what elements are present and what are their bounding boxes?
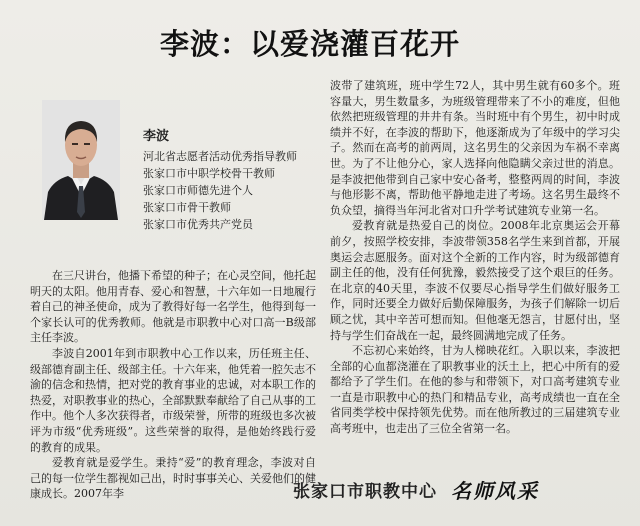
- bio-line: 张家口市优秀共产党员: [143, 218, 253, 231]
- paragraph: 不忘初心来始终，甘为人梯映花红。入职以来，李波把全部的心血都浇灌在了职教事业的沃土上，把心中所有的爱都给予了学生们。在他的参与和带领下，对口高考建筑专业一直是市职教中心的热门和精品专业，高考成绩也一直在全省同类学校中保持领先优势。而在他所教过的三届建筑专业高考班中，也走出了三位全省第一名。: [330, 344, 620, 436]
- paragraph: 爱教育就是爱学生。秉持“爱”的教育理念，李波对自己的每一位学生都视如己出，时时事事关心、关爱他们的健康成长。2007年李: [30, 456, 316, 501]
- banner-organization: 张家口市职教中心: [293, 481, 437, 502]
- left-column: [30, 268, 316, 502]
- banner-column-title: 名师风采: [451, 478, 539, 503]
- bio-block: [143, 125, 323, 233]
- bio-line: 张家口市骨干教师: [143, 201, 231, 214]
- bio-line: 张家口市师德先进个人: [143, 184, 253, 197]
- bio-line: 河北省志愿者活动优秀指导教师: [143, 150, 297, 163]
- column-banner: [293, 476, 613, 502]
- right-column: [330, 78, 620, 437]
- bio-name: 李波: [143, 129, 170, 144]
- portrait-photo: [42, 100, 120, 220]
- paragraph: 在三尺讲台，他播下希望的种子；在心灵空间，他托起明天的太阳。他用青春、爱心和智慧，十六年如一日地履行着自己的神圣使命，成为了教得好每一名学生，他得到每一个家长认可的优秀教师。他就是市职教中心对口高一B级部主任李波。: [30, 269, 316, 345]
- paragraph: 李波自2001年到市职教中心工作以来，历任班主任、级部德育副主任、级部主任。十六年来，他凭着一腔矢志不渝的信念和热情，把对党的教育事业的忠诚，对本职工作的热爱，对职教事业的热心，全部默默奉献给了自己从事的工作中。他个人多次获得者，市级荣誉，所带的班级也多次被评为市级“优秀班级”。这些荣誉的取得，是他始终践行爱的教育的成果。: [30, 346, 316, 454]
- article-title: 李波：以爱浇灌百花开: [159, 27, 460, 61]
- bio-line: 张家口市中职学校骨干教师: [143, 167, 275, 180]
- paragraph: 波带了建筑班，班中学生72人，其中男生就有60多个。班容量大，男生数量多，为班级管理带来了不小的难度，但他依然把班级管理的井井有条。当时班中有个男生，初中时成绩并不好，在李波的帮助下，他逐渐成为了年级中的学习尖子。然而在高考的前两周，这名男生的父亲因为车祸不幸离世。为了不让他分心，家人选择向他隐瞒父亲过世的消息。是李波把他带到自己家中安心备考，整整两周的时间，李波与他形影不离，帮助他平静地走进了考场。这名男生最终不负众望，摘得当年河北省对口升学考试建筑专业第一名。: [330, 79, 620, 217]
- paragraph: 爱教育就是热爱自己的岗位。2008年北京奥运会开幕前夕，按照学校安排，李波带领358名学生来到首都，开展奥运会志愿服务。面对这个全新的工作内容，时为级部德育副主任的他，没有任何犹豫，毅然接受了这个艰巨的任务。在北京的40天里，李波不仅要尽心指导学生们做好服务工作，同时还要全力做好后勤保障服务，为孩子们解除一切后顾之忧，其中辛苦可想而知。但他毫无怨言，甘愿付出，坚持与学生们奋战在一起，最终圆满地完成了任务。: [330, 219, 620, 342]
